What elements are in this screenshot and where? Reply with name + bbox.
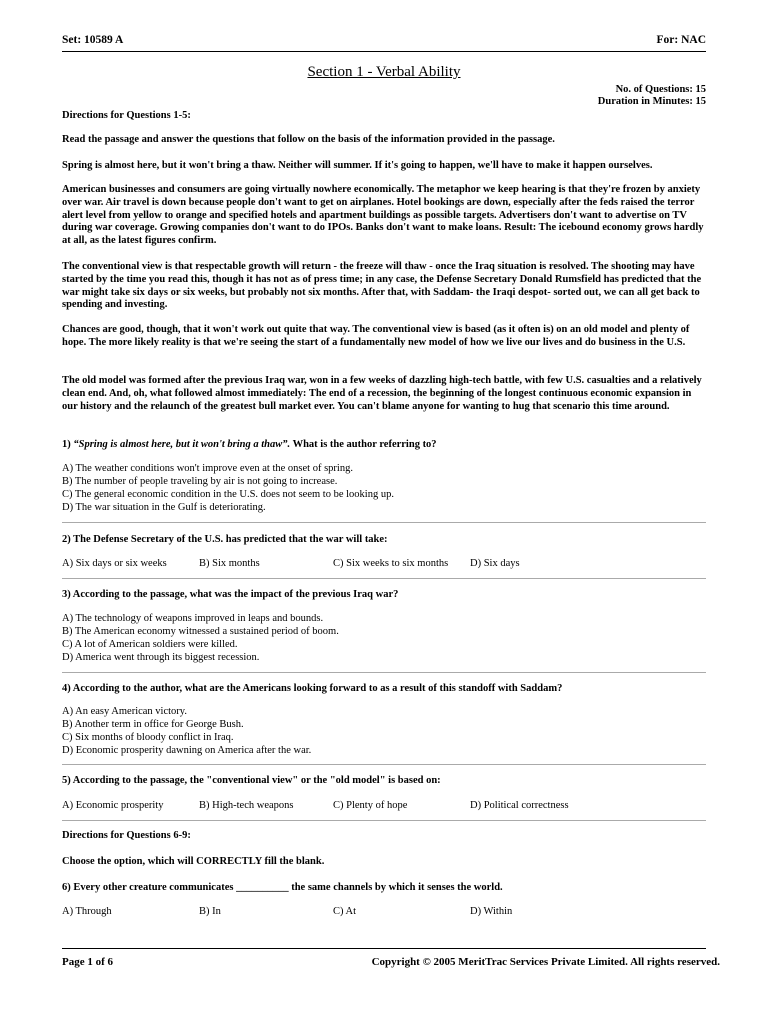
instructions-1-5: Read the passage and answer the questions that follow on the basis of the information provided in the passage. bbox=[62, 134, 555, 145]
set-number: Set: 10589 A bbox=[62, 34, 124, 46]
instructions-6-9: Choose the option, which will CORRECTLY fill the blank. bbox=[62, 856, 325, 867]
option-b[interactable]: B) In bbox=[199, 906, 221, 917]
question-1 bbox=[62, 438, 708, 451]
passage-paragraph: Spring is almost here, but it won't bring a thaw. Neither will summer. If it's going to happen, we'll have to make it happen ourselves. bbox=[62, 160, 653, 171]
question-2: 2) The Defense Secretary of the U.S. has predicted that the war will take: bbox=[62, 534, 388, 545]
question-separator bbox=[62, 522, 706, 523]
option-d[interactable]: D) Political correctness bbox=[470, 800, 569, 811]
option-c[interactable]: C) Six weeks to six months bbox=[333, 558, 449, 569]
page-number: Page 1 of 6 bbox=[62, 956, 114, 968]
question-4: 4) According to the author, what are the Americans looking forward to as a result of this standoff with Saddam? bbox=[62, 683, 563, 694]
option-c[interactable]: C) At bbox=[333, 906, 357, 917]
question-6: 6) Every other creature communicates __________ the same channels by which it senses the world. bbox=[62, 882, 503, 893]
question-separator bbox=[62, 820, 706, 821]
question-5: 5) According to the passage, the "conventional view" or the "old model" is based on: bbox=[62, 775, 441, 786]
option-a[interactable]: A) The technology of weapons improved in leaps and bounds. bbox=[62, 613, 324, 624]
option-d[interactable]: D) Six days bbox=[470, 558, 520, 569]
option-a[interactable]: A) Six days or six weeks bbox=[62, 558, 167, 569]
option-c[interactable]: C) Six months of bloody conflict in Iraq. bbox=[62, 732, 234, 743]
option-b[interactable]: B) Six months bbox=[199, 558, 260, 569]
directions-1-5: Directions for Questions 1-5: bbox=[62, 110, 191, 121]
passage-paragraph: The conventional view is that respectable growth will return - the freeze will thaw - once the Iraq situation is resolved. The shooting may have started by the time you read this, though it has not as of press time; in any case, the Defense Secretary Donald Rumsfield has predicted that the war might take six days or six weeks, but probably not six months. After that, with Saddam- the Iraqi despot- sorted out, we can all get back to spending and investing. bbox=[62, 261, 702, 311]
question-number: 1) bbox=[62, 439, 71, 450]
option-a[interactable]: A) The weather conditions won't improve even at the onset of spring. bbox=[62, 463, 353, 474]
copyright-notice: Copyright © 2005 MeritTrac Services Private Limited. All rights reserved. bbox=[371, 956, 720, 968]
option-a[interactable]: A) Economic prosperity bbox=[62, 800, 164, 811]
audience-label: For: NAC bbox=[656, 34, 706, 46]
section-title: Section 1 - Verbal Ability bbox=[307, 64, 461, 80]
option-d[interactable]: D) America went through its biggest recession. bbox=[62, 652, 260, 663]
question-quote: “Spring is almost here, but it won't bring a thaw”. bbox=[73, 439, 291, 450]
option-b[interactable]: B) The number of people traveling by air is not going to increase. bbox=[62, 476, 338, 487]
question-separator bbox=[62, 672, 706, 673]
passage-paragraph: The old model was formed after the previous Iraq war, won in a few weeks of dazzling high-tech battle, with few U.S. casualties and a relatively clean end. And, oh, what followed almost immediately: The end of a recession, the beginning of the longest continuous economic expansion in our history and the relaunch of the greatest bull market ever. You can't blame anyone for wanting to hug that scenario this time around. bbox=[62, 375, 702, 412]
option-d[interactable]: D) The war situation in the Gulf is deteriorating. bbox=[62, 502, 266, 513]
option-a[interactable]: A) Through bbox=[62, 906, 112, 917]
option-c[interactable]: C) The general economic condition in the U.S. does not seem to be looking up. bbox=[62, 489, 394, 500]
question-text: What is the author referring to? bbox=[290, 439, 437, 450]
directions-6-9: Directions for Questions 6-9: bbox=[62, 830, 191, 841]
question-separator bbox=[62, 764, 706, 765]
question-3: 3) According to the passage, what was the impact of the previous Iraq war? bbox=[62, 589, 399, 600]
options-row bbox=[62, 558, 708, 572]
option-d[interactable]: D) Economic prosperity dawning on America after the war. bbox=[62, 745, 312, 756]
passage-paragraph: American businesses and consumers are going virtually nowhere economically. The metaphor we keep hearing is that they're frozen by anxiety over war. Air travel is down because people don't want to get on airplanes. Hotel bookings are down, especially after the feds raised the terror alert level from yellow to orange and specified hotels and apartment buildings as possible targets. Advertisers don't want to advertise on TV during war coverage. Growing companies don't want to do IPOs. Banks don't want to make loans. Result: The icebound economy grows hardly at all, as the latest figures confirm. bbox=[62, 184, 704, 247]
option-b[interactable]: B) The American economy witnessed a sustained period of boom. bbox=[62, 626, 339, 637]
passage-paragraph: Chances are good, though, that it won't work out quite that way. The conventional view is based (as it often is) on an old model and plenty of hope. The more likely reality is that we're seeing the start of a fundamentally new model of how we live our lives and do business in the U.S. bbox=[62, 324, 690, 348]
duration: Duration in Minutes: 15 bbox=[597, 96, 706, 107]
option-b[interactable]: B) High-tech weapons bbox=[199, 800, 294, 811]
question-count: No. of Questions: 15 bbox=[615, 84, 706, 95]
options-row bbox=[62, 800, 708, 814]
question-separator bbox=[62, 578, 706, 579]
page-header bbox=[62, 34, 706, 50]
option-d[interactable]: D) Within bbox=[470, 906, 513, 917]
options-row bbox=[62, 906, 708, 920]
option-c[interactable]: C) Plenty of hope bbox=[333, 800, 408, 811]
option-c[interactable]: C) A lot of American soldiers were killed. bbox=[62, 639, 238, 650]
option-b[interactable]: B) Another term in office for George Bush. bbox=[62, 719, 244, 730]
header-rule bbox=[62, 51, 706, 52]
option-a[interactable]: A) An easy American victory. bbox=[62, 706, 187, 717]
footer-rule bbox=[62, 948, 706, 949]
